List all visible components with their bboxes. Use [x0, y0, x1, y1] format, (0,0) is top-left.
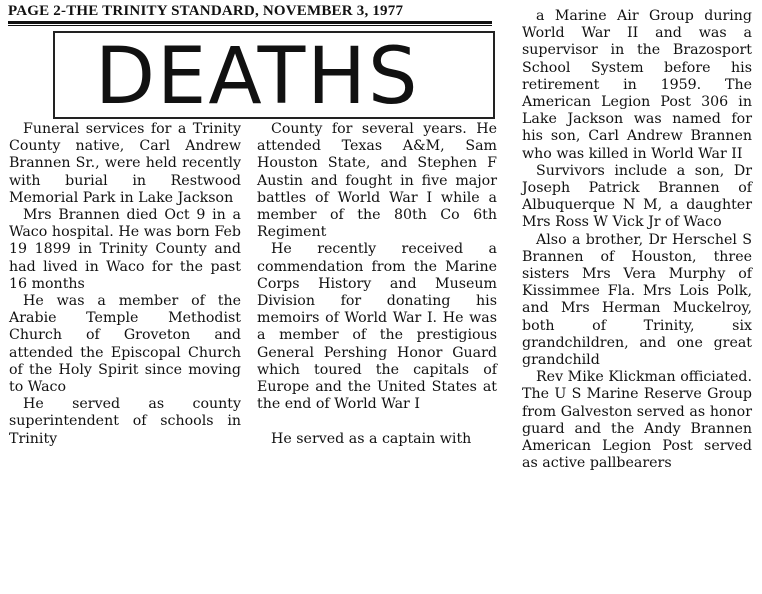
paragraph: He was a member of the Arabie Temple Methodist Church of Groveton and attended the Episcopal Church of the Holy Spirit since moving to Waco [9, 293, 241, 396]
paragraph: He served as county superintendent of schools in Trinity [9, 396, 241, 447]
paragraph: He served as a captain with [271, 431, 472, 448]
paragraph: He recently received a commendation from the Marine Corps History and Museum Division for donating his memoirs of World War I. He was a member of the prestigious General Pershing Honor Guard which toured the capitals of Europe and the United States at the end of World War I [257, 241, 497, 413]
paragraph: Also a brother, Dr Herschel S Brannen of Houston, three sisters Mrs Vera Murphy of Kissimmee Fla. Mrs Lois Polk, and Mrs Herman Muckelroy, both of Trinity, six grandchildren, and one great grandchild [522, 231, 752, 369]
paragraph: Mrs Brannen died Oct 9 in a Waco hospital. He was born Feb 19 1899 in Trinity County and had lived in Waco for the past 16 months [9, 207, 241, 292]
section-title: DEATHS [95, 32, 420, 122]
article-column-2 [257, 121, 497, 449]
masthead-rule [8, 21, 492, 26]
article-column-1 [9, 121, 241, 448]
paragraph: Survivors include a son, Dr Joseph Patrick Brannen of Albuquerque N M, a daughter Mrs Ross W Vick Jr of Waco [522, 162, 752, 231]
column-gap [257, 413, 497, 431]
paragraph: County for several years. He attended Texas A&M, Sam Houston State, and Stephen F Austin and fought in five major battles of World War I while a member of the 80th Co 6th Regiment [257, 121, 497, 241]
masthead: PAGE 2-THE TRINITY STANDARD, NOVEMBER 3, 1977 [8, 3, 404, 19]
paragraph: Rev Mike Klickman officiated. The U S Marine Reserve Group from Galveston served as honor guard and the Andy Brannen American Legion Post served as active pallbearers [522, 369, 752, 472]
article-column-3 [522, 8, 752, 472]
paragraph: Funeral services for a Trinity County native, Carl Andrew Brannen Sr., were held recently with burial in Restwood Memorial Park in Lake Jackson [9, 121, 241, 206]
paragraph: a Marine Air Group during World War II and was a supervisor in the Brazosport School System before his retirement in 1959. The American Legion Post 306 in Lake Jackson was named for his son, Carl Andrew Brannen who was killed in World War II [522, 8, 752, 162]
